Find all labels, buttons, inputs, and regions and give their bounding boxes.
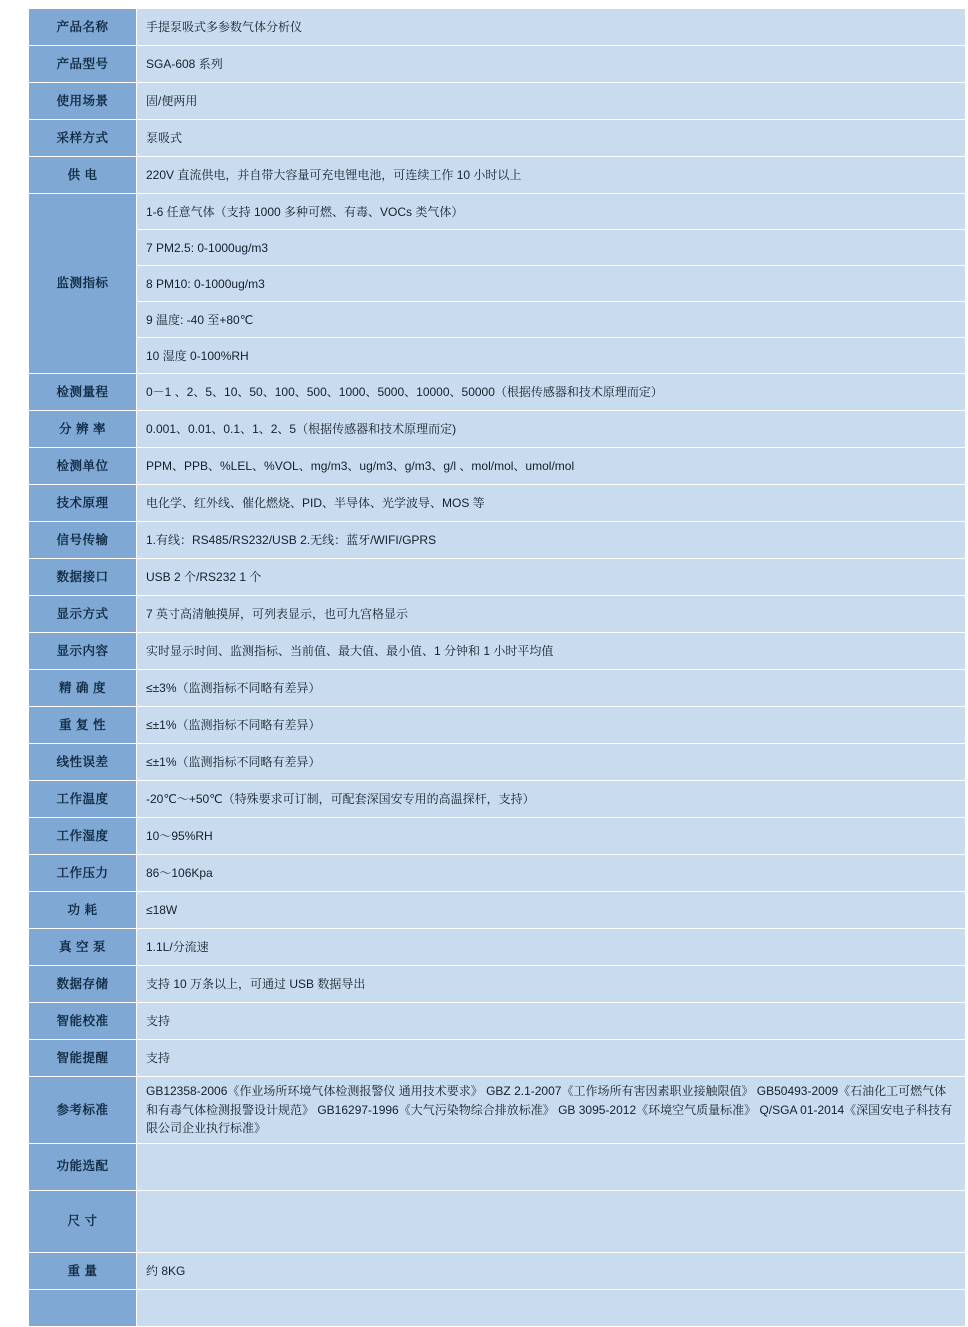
row-value: 支持 [137,1003,966,1040]
table-row-standards [29,1143,966,1190]
row-value: ≤±1%（监测指标不同略有差异） [137,707,966,744]
row-label: 产品名称 [29,9,137,46]
row-label: 采样方式 [29,120,137,157]
row-value: 1.1L/分流速 [137,929,966,966]
table-row [29,929,966,966]
table-row [29,157,966,194]
list-item [137,266,965,302]
table-row [29,781,966,818]
row-value: ≤±1%（监测指标不同略有差异） [137,744,966,781]
row-value: 0－1 、2、5、10、50、100、500、1000、5000、10000、50000（根据传感器和技术原理而定） [137,374,966,411]
row-value: -20℃～+50℃（特殊要求可订制，可配套深国安专用的高温探杆，支持） [137,781,966,818]
table-row-monitoring-indicators [29,194,966,374]
table-row [29,1077,966,1144]
row-label: 尺 寸 [29,1190,137,1252]
indicator-text: 8 PM10: 0-1000ug/m3 [137,266,965,302]
row-label: 显示方式 [29,596,137,633]
table-row [29,1252,966,1289]
table-row [29,411,966,448]
indicator-text: 9 温度: -40 至+80℃ [137,302,965,338]
row-label: 智能提醒 [29,1040,137,1077]
row-label: 真 空 泵 [29,929,137,966]
row-label: 使用场景 [29,83,137,120]
row-value: GB12358-2006《作业场所环境气体检测报警仪 通用技术要求》 GBZ 2.1-2007《工作场所有害因素职业接触限值》 GB50493-2009《石油化工可燃气体和有毒气体检测报警设计规范》 GB16297-1996《大气污染物综合排放标准》 GB 3095-2012《环境空气质量标准》 Q/SGA 01-2014《深国安电子科技有限公司企业执行标准》 [137,1077,966,1144]
row-label: 技术原理 [29,485,137,522]
row-label: 线性误差 [29,744,137,781]
row-value: 支持 [137,1040,966,1077]
table-row [29,670,966,707]
table-row-optional-functions [29,1190,966,1252]
table-row [29,485,966,522]
row-label: 数据存储 [29,966,137,1003]
row-label: 显示内容 [29,633,137,670]
row-value: 86～106Kpa [137,855,966,892]
table-row [29,892,966,929]
row-label: 数据接口 [29,559,137,596]
row-value: 10～95%RH [137,818,966,855]
table-row [29,855,966,892]
table-row [29,966,966,1003]
table-row [29,1040,966,1077]
list-item [146,1221,957,1243]
row-label: 功能选配 [29,1143,137,1190]
row-value: 固/便两用 [137,83,966,120]
table-row [29,522,966,559]
list-item [137,338,965,374]
row-label: 工作温度 [29,781,137,818]
row-label: 工作湿度 [29,818,137,855]
row-value: 支持 10 万条以上，可通过 USB 数据导出 [137,966,966,1003]
row-value: USB 2 个/RS232 1 个 [137,559,966,596]
row-value: 电化学、红外线、催化燃烧、PID、半导体、光学波导、MOS 等 [137,485,966,522]
row-label: 智能校准 [29,1003,137,1040]
table-row [29,596,966,633]
row-label: 功 耗 [29,892,137,929]
row-label: 监测指标 [29,194,137,374]
table-row [29,448,966,485]
row-value: 实时显示时间、监测指标、当前值、最大值、最小值、1 分钟和 1 小时平均值 [137,633,966,670]
row-value [137,1143,966,1190]
table-row [29,46,966,83]
table-row [29,83,966,120]
indicator-text: 7 PM2.5: 0-1000ug/m3 [137,230,965,266]
table-row [29,744,966,781]
row-label: 检测单位 [29,448,137,485]
monitoring-indicator-list [137,194,965,373]
table-row [29,1289,966,1326]
indicator-text: 10 湿度 0-100%RH [137,338,965,374]
list-item [137,230,965,266]
row-label: 精 确 度 [29,670,137,707]
row-value: 7 英寸高清触摸屏，可列表显示，也可九宫格显示 [137,596,966,633]
row-value [137,1289,966,1326]
row-value: 泵吸式 [137,120,966,157]
table-row [29,120,966,157]
row-value: 1.有线：RS485/RS232/USB 2.无线：蓝牙/WIFI/GPRS [137,522,966,559]
row-label: 供 电 [29,157,137,194]
row-label: 检测量程 [29,374,137,411]
table-row [29,633,966,670]
table-row [29,1003,966,1040]
row-label: 重 量 [29,1252,137,1289]
row-value: PPM、PPB、%LEL、%VOL、mg/m3、ug/m3、g/m3、g/l 、mol/mol、umol/mol [137,448,966,485]
row-value [137,194,966,374]
list-item [137,194,965,230]
row-value: 手提泵吸式多参数气体分析仪 [137,9,966,46]
table-row [29,9,966,46]
list-item [137,302,965,338]
row-label: 分 辨 率 [29,411,137,448]
indicator-text: 1-6 任意气体（支持 1000 多种可燃、有毒、VOCs 类气体） [137,194,965,230]
table-row [29,818,966,855]
row-label: 重 复 性 [29,707,137,744]
row-label: 参考标准 [29,1077,137,1144]
row-value: 220V 直流供电，并自带大容量可充电锂电池，可连续工作 10 小时以上 [137,157,966,194]
row-label: 产品型号 [29,46,137,83]
table-row [29,559,966,596]
row-label: 工作压力 [29,855,137,892]
row-value: 约 8KG [137,1252,966,1289]
row-value [137,1190,966,1252]
row-label [29,1289,137,1326]
row-value: SGA-608 系列 [137,46,966,83]
row-value: ≤18W [137,892,966,929]
table-row [29,707,966,744]
row-value: ≤±3%（监测指标不同略有差异） [137,670,966,707]
row-value: 0.001、0.01、0.1、1、2、5（根据传感器和技术原理而定) [137,411,966,448]
product-spec-table [28,8,966,1327]
list-item [146,1200,957,1222]
row-label: 信号传输 [29,522,137,559]
table-row [29,374,966,411]
